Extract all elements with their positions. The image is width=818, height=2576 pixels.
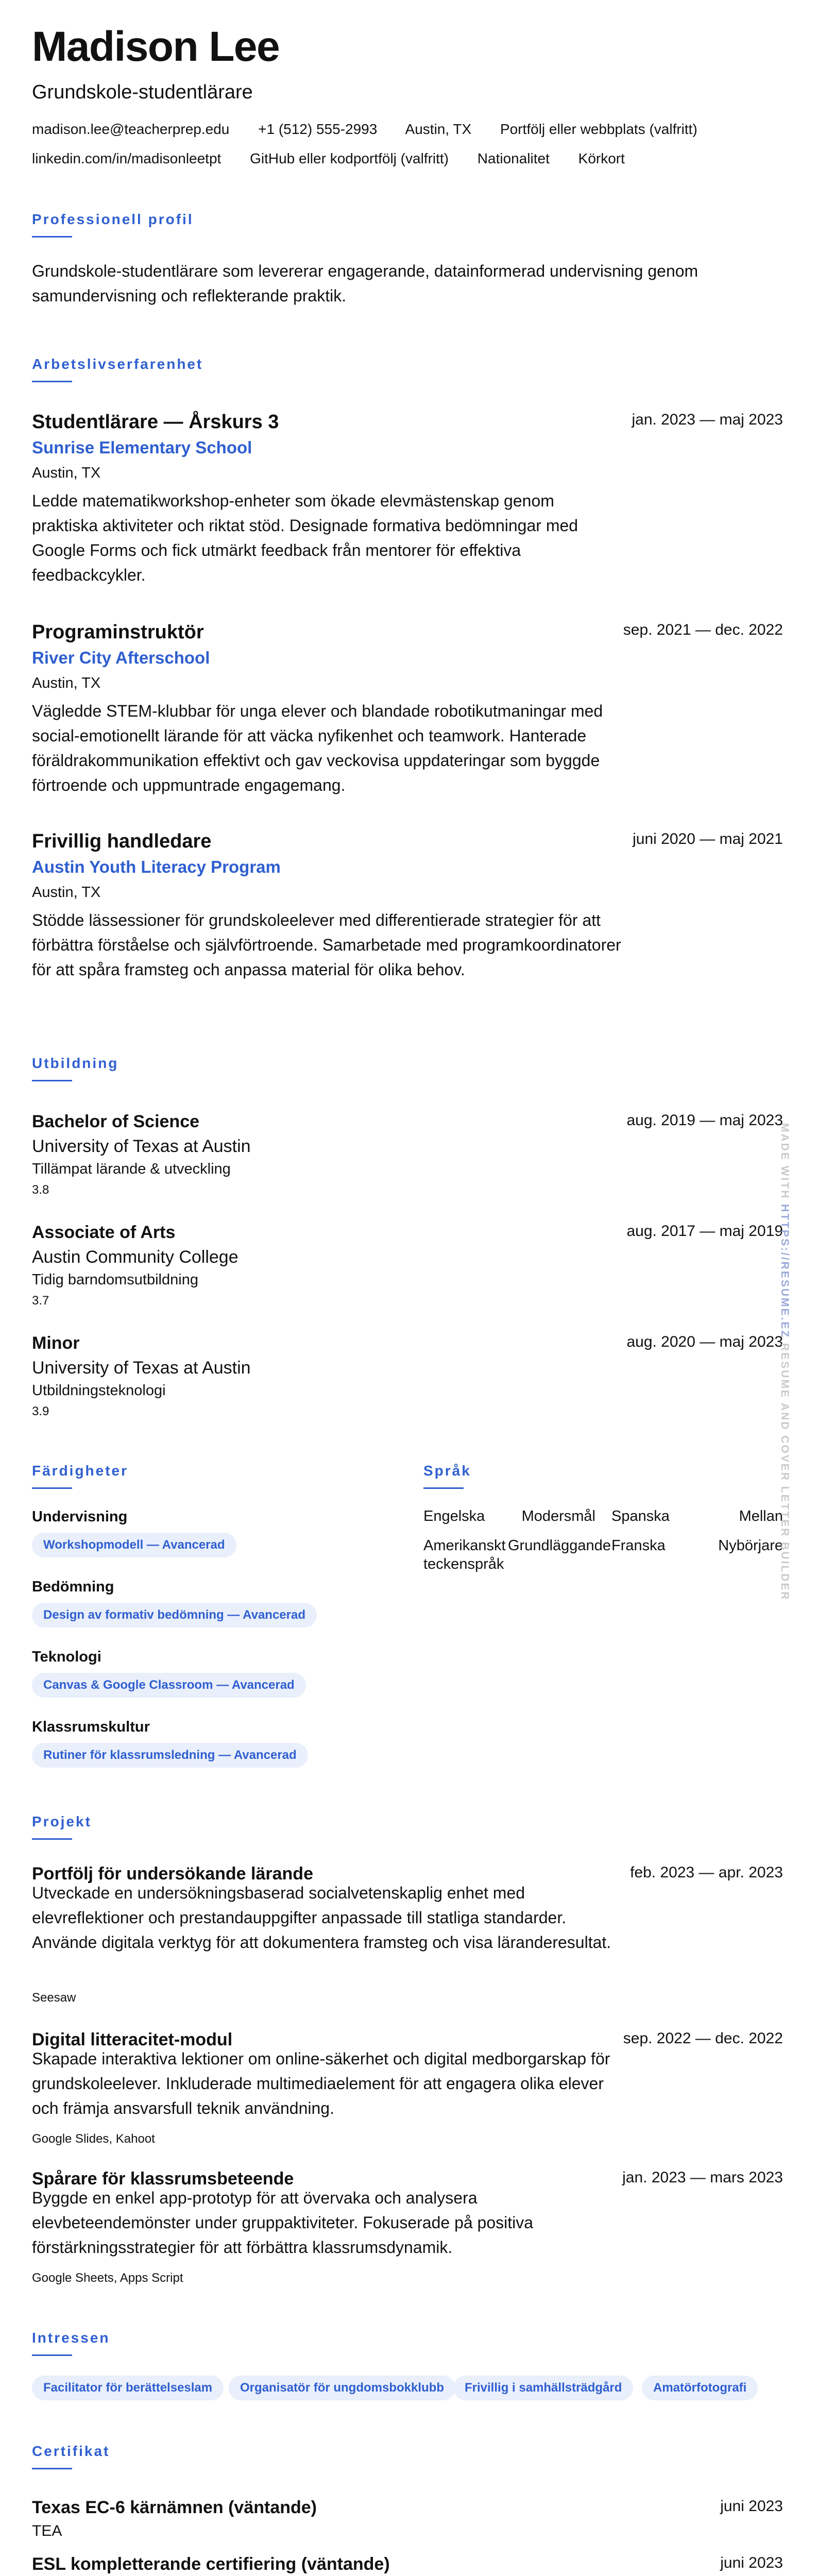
certificate-issuer: TEA [32, 2522, 62, 2539]
project-dates: jan. 2023 — mars 2023 [622, 2169, 783, 2186]
work-location: Austin, TX [32, 465, 101, 481]
work-dates: jan. 2023 — maj 2023 [632, 411, 783, 428]
work-location: Austin, TX [32, 884, 101, 901]
certificate-date: juni 2023 [720, 2554, 783, 2571]
section-divider [32, 1487, 72, 1489]
watermark-link[interactable]: HTTPS://RESUME.EZ [779, 1204, 791, 1339]
section-title-projects: Projekt [32, 1814, 92, 1829]
project-keywords: Google Sheets, Apps Script [32, 2271, 183, 2285]
language-fluency: Modersmål [521, 1508, 595, 1524]
work-company: Austin Youth Literacy Program [32, 857, 281, 876]
interest-chip: Amatörfotografi [642, 2376, 758, 2400]
interest-chip: Organisatör för ungdomsbokklubb [229, 2376, 455, 2400]
skill-keyword-chip: Design av formativ bedömning — Avancerad [32, 1603, 317, 1628]
work-title: Programinstruktör [32, 621, 204, 643]
language-fluency: Nybörjare [718, 1537, 783, 1554]
section-divider [32, 236, 72, 238]
contact-row-1 [32, 122, 722, 137]
education-institution: Austin Community College [32, 1247, 238, 1267]
section-title-work: Arbetslivserfarenhet [32, 356, 203, 372]
skill-name: Teknologi [32, 1649, 101, 1665]
certificate-name: ESL kompletterande certifiering (väntande) [32, 2554, 390, 2574]
skill-keyword-chip: Workshopmodell — Avancerad [32, 1533, 236, 1557]
section-divider [32, 1838, 72, 1840]
language-name: Amerikanskt teckenspråk [423, 1537, 506, 1572]
education-institution: University of Texas at Austin [32, 1137, 251, 1156]
work-summary: Ledde matematikworkshop-enheter som ökade elevmästenskap genom praktiska aktiviteter och riktat stöd. Designade formativa bedömningar med Google Forms och fick utmärkt feedback från mentorer för effektiva feedbackcykler. [32, 492, 578, 584]
education-dates: aug. 2019 — maj 2023 [626, 1112, 783, 1129]
section-title-education: Utbildning [32, 1055, 119, 1071]
contact-location: Austin, TX [405, 121, 472, 137]
contact-phone[interactable]: +1 (512) 555-2993 [258, 121, 378, 137]
education-degree: Minor [32, 1333, 80, 1353]
project-keywords: Google Slides, Kahoot [32, 2132, 155, 2146]
education-dates: aug. 2017 — maj 2019 [626, 1223, 783, 1240]
contact-nationality: Nationalitet [477, 150, 550, 166]
contact-github[interactable]: GitHub eller kodportfölj (valfritt) [250, 150, 449, 166]
section-divider [423, 1487, 464, 1489]
language-name: Franska [611, 1537, 666, 1554]
section-divider [32, 1080, 72, 1081]
education-area: Tidig barndomsutbildning [32, 1272, 198, 1288]
skill-keyword-chip: Canvas & Google Classroom — Avancerad [32, 1673, 306, 1698]
work-title: Studentlärare — Årskurs 3 [32, 411, 279, 433]
work-title: Frivillig handledare [32, 831, 212, 852]
education-degree: Bachelor of Science [32, 1112, 200, 1131]
project-dates: sep. 2022 — dec. 2022 [623, 2030, 783, 2047]
contact-linkedin[interactable]: linkedin.com/in/madisonleetpt [32, 150, 221, 166]
education-area: Utbildningsteknologi [32, 1382, 166, 1399]
contact-portfolio[interactable]: Portfölj eller webbplats (valfritt) [500, 121, 697, 137]
interest-chip: Frivillig i samhällsträdgård [453, 2376, 633, 2400]
work-dates: sep. 2021 — dec. 2022 [623, 621, 783, 638]
work-summary: Vägledde STEM-klubbar för unga elever och blandade robotikutmaningar med social-emotionellt lärande för att väcka nyfikenhet och teamwork. Hanterade föräldrakommunikation effektivt och gav veckovisa uppdateringar som byggde förtroende och uppmuntrade engagemang. [32, 702, 603, 794]
profile-summary: Grundskole-studentlärare som levererar engagerande, datainformerad undervisning genom samundervisning och reflekterande praktik. [32, 262, 698, 305]
language-fluency: Mellan [739, 1508, 783, 1524]
language-fluency: Grundläggande [508, 1537, 611, 1554]
project-name: Portfölj för undersökande lärande [32, 1864, 313, 1884]
education-area: Tillämpat lärande & utveckling [32, 1161, 231, 1177]
section-divider [32, 2468, 72, 2469]
watermark-prefix: MADE WITH [779, 1123, 791, 1205]
work-summary: Stödde lässessioner för grundskoleelever med differentierade strategier för att förbättra förståelse och självförtroende. Samarbetade med programkoordinatorer för att spåra framsteg och anpassa material för olika behov. [32, 911, 621, 979]
contact-license: Körkort [578, 150, 625, 166]
education-score: 3.9 [32, 1404, 49, 1418]
project-name: Spårare för klassrumsbeteende [32, 2169, 294, 2189]
person-name: Madison Lee [32, 23, 280, 70]
education-degree: Associate of Arts [32, 1223, 176, 1242]
skill-name: Undervisning [32, 1509, 128, 1525]
person-headline: Grundskole-studentlärare [32, 81, 253, 103]
work-company: Sunrise Elementary School [32, 438, 252, 457]
section-title-certificates: Certifikat [32, 2443, 110, 2459]
project-description: Byggde en enkel app-prototyp för att övervaka och analysera elevbeteendemönster under gruppaktiviteter. Fokuserade på positiva förstärkningsstrategier för att förbättra klassrumsdynamik. [32, 2189, 534, 2257]
certificate-name: Texas EC-6 kärnämnen (väntande) [32, 2498, 317, 2517]
contact-email[interactable]: madison.lee@teacherprep.edu [32, 121, 230, 137]
education-dates: aug. 2020 — maj 2023 [626, 1333, 783, 1350]
skill-name: Bedömning [32, 1579, 114, 1595]
builder-watermark [778, 1123, 791, 1601]
skill-keyword-chip: Rutiner för klassrumsledning — Avancerad [32, 1743, 308, 1768]
work-location: Austin, TX [32, 675, 101, 691]
section-divider [32, 2354, 72, 2356]
contact-row-2 [32, 151, 650, 166]
section-divider [32, 381, 72, 382]
watermark-suffix: RESUME AND COVER LETTER BUILDER [779, 1338, 791, 1601]
work-company: River City Afterschool [32, 648, 210, 667]
interest-chip: Facilitator för berättelseslam [32, 2376, 224, 2400]
section-title-skills: Färdigheter [32, 1463, 129, 1479]
project-description: Utveckade en undersökningsbaserad socialvetenskaplig enhet med elevreflektioner och prestandauppgifter anpassade till statliga standarder. Använde digitala verktyg för att dokumentera framsteg och visa läranderesultat. [32, 1884, 611, 1952]
section-title-languages: Språk [423, 1463, 471, 1479]
language-name: Spanska [611, 1508, 670, 1524]
education-institution: University of Texas at Austin [32, 1358, 251, 1378]
skill-name: Klassrumskultur [32, 1719, 150, 1735]
language-name: Engelska [423, 1508, 485, 1524]
project-name: Digital litteracitet-modul [32, 2030, 233, 2049]
section-title-profile: Professionell profil [32, 211, 194, 227]
education-score: 3.8 [32, 1183, 49, 1197]
project-description: Skapade interaktiva lektioner om online-säkerhet och digital medborgarskap för grundskoleelever. Inkluderade multimediaelement för att engagera olika elever och främja ansvarsfull teknik användning. [32, 2049, 610, 2117]
section-title-interests: Intressen [32, 2330, 110, 2346]
project-keywords: Seesaw [32, 1991, 76, 2005]
education-score: 3.7 [32, 1294, 49, 1308]
project-dates: feb. 2023 — apr. 2023 [630, 1864, 783, 1881]
work-dates: juni 2020 — maj 2021 [633, 831, 783, 848]
certificate-date: juni 2023 [720, 2498, 783, 2515]
